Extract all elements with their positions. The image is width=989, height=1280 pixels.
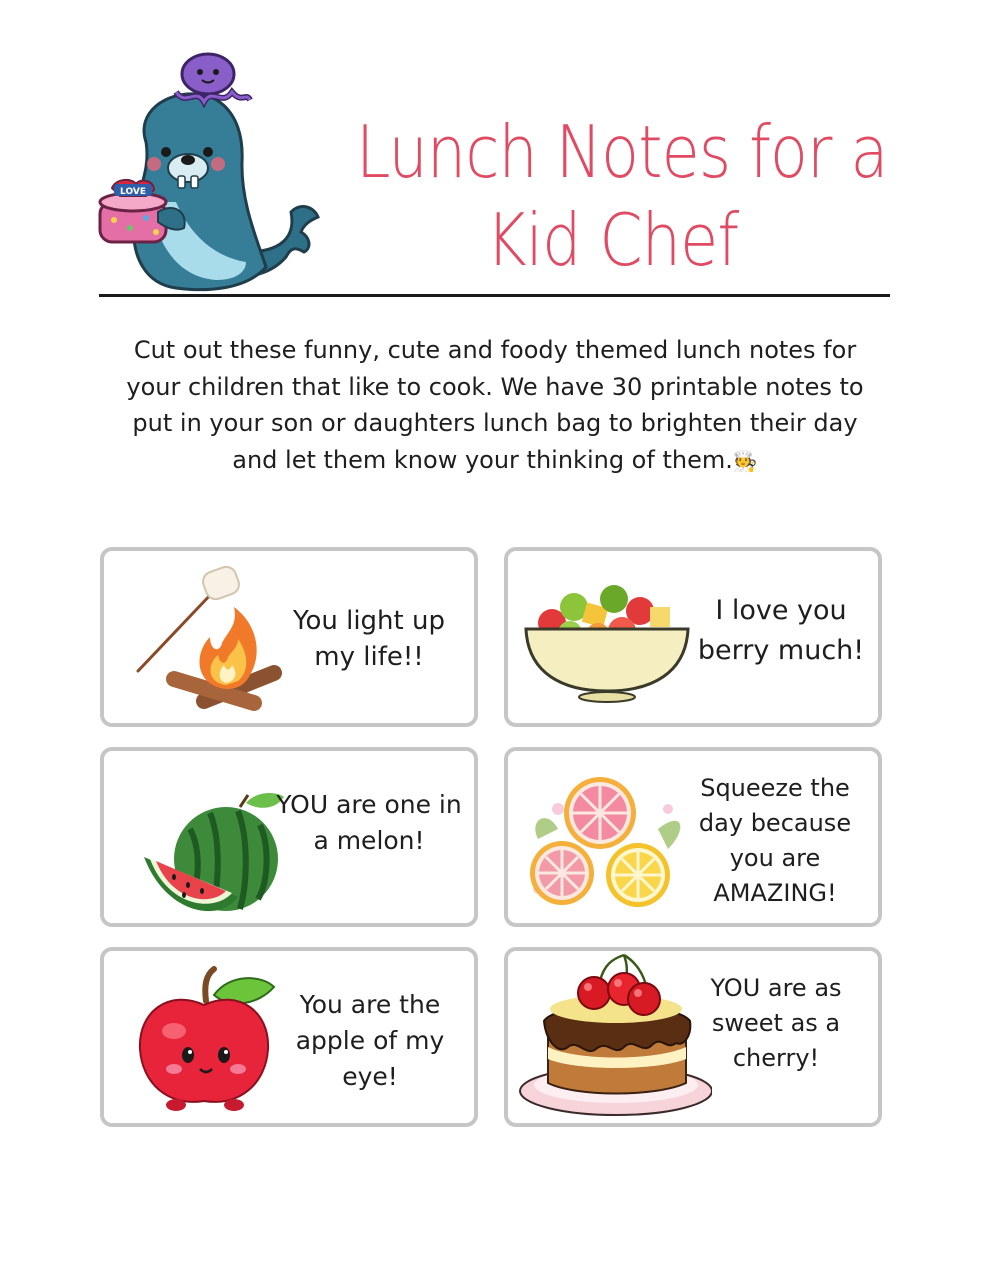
lunch-note-card-4: [504, 747, 882, 927]
note-message-2: I love you berry much!: [697, 595, 865, 666]
title-line-1: Lunch Notes for a: [356, 110, 888, 194]
note-message-6: YOU are as sweet as a cherry!: [710, 974, 842, 1072]
lunch-note-card-6: [504, 947, 882, 1127]
note-message-3: YOU are one in a melon!: [276, 790, 462, 855]
citrus-slices-icon: [518, 769, 688, 919]
note-message-5: You are the apple of my eye!: [295, 990, 445, 1091]
title-line-2: Kid Chef: [486, 198, 739, 282]
lunch-note-card-3: [100, 747, 478, 927]
cherry-cake-icon: [516, 951, 712, 1125]
chef-emoji-icon: 🧑‍🍳: [732, 448, 758, 473]
lunch-note-card-2: [504, 547, 882, 727]
fruit-bowl-icon: [522, 573, 692, 703]
lunch-note-card-5: [100, 947, 478, 1127]
seal-mascot-illustration: [96, 52, 322, 296]
page-title: [340, 100, 940, 280]
intro-paragraph: [120, 332, 870, 479]
mascot-banner-text: LOVE: [120, 187, 146, 197]
lunch-note-card-1: [100, 547, 478, 727]
apple-icon: [134, 965, 284, 1117]
title-divider: [99, 294, 890, 297]
intro-text: Cut out these funny, cute and foody themed lunch notes for your children that like to cook. We have 30 printable notes to put in your son or daughters lunch bag to brighten their day and let them know your thinking of them.: [126, 336, 864, 474]
note-message-1: You light up my life!!: [293, 606, 445, 672]
note-message-4: Squeeze the day because you are AMAZING!: [698, 774, 852, 907]
watermelon-icon: [140, 787, 290, 917]
campfire-marshmallow-icon: [134, 561, 284, 713]
